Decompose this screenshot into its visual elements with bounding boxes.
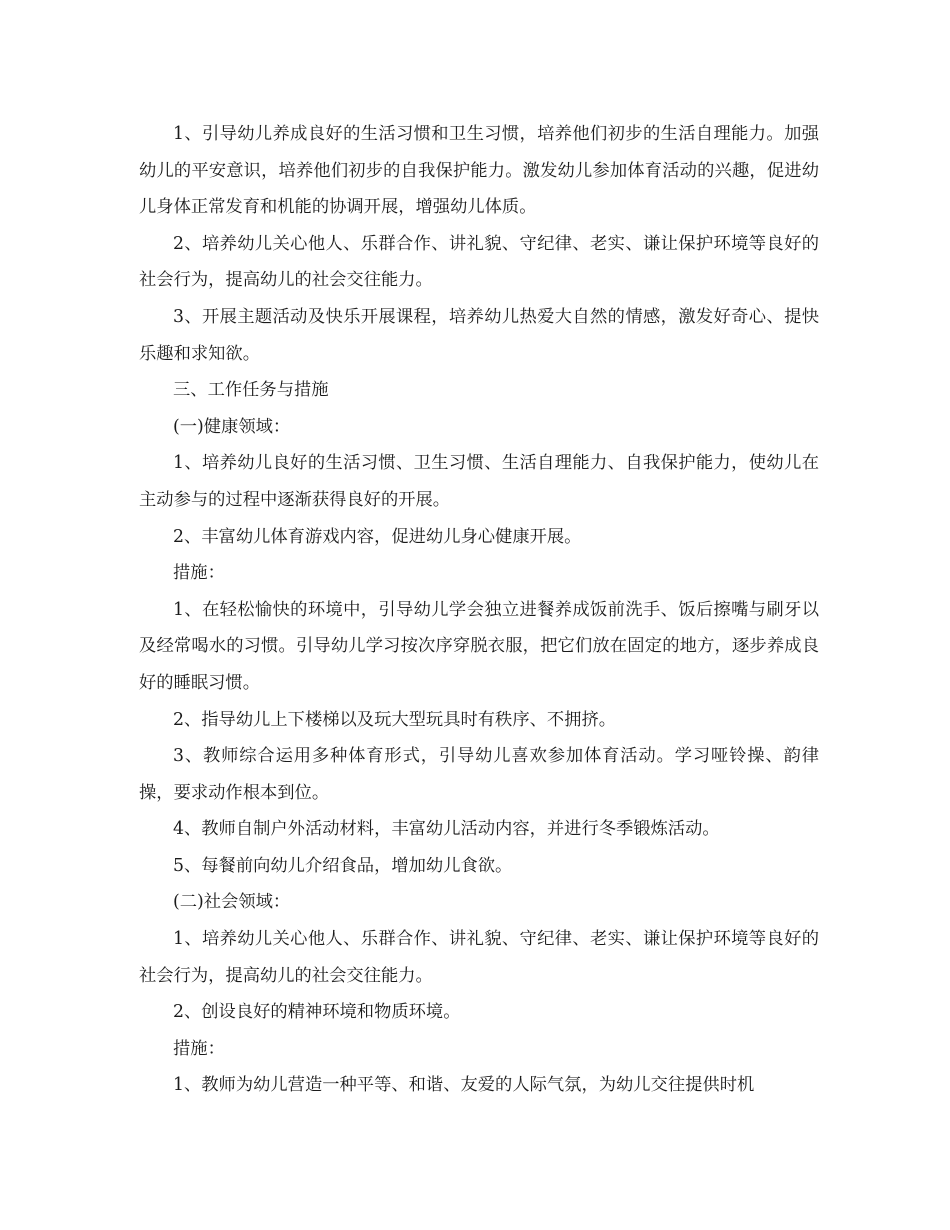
subsection-heading-health: (一)健康领域： [173, 416, 291, 437]
paragraph-goal-2: 2、培养幼儿关心他人、乐群合作、讲礼貌、守纪律、老实、谦让保护环境等良好的社会行为，提高幼儿的社会交往能力。 [139, 233, 819, 291]
paragraph-health-measure-1: 1、在轻松愉快的环境中，引导幼儿学会独立进餐养成饭前洗手、饭后擦嘴与刷牙以及经常喝水的习惯。引导幼儿学习按次序穿脱衣服，把它们放在固定的地方，逐步养成良好的睡眠习惯。 [139, 599, 819, 693]
paragraph-goal-3: 3、开展主题活动及快乐开展课程，培养幼儿热爱大自然的情感，激发好奇心、提快乐趣和求知欲。 [139, 306, 819, 364]
paragraph-social-2: 2、创设良好的精神环境和物质环境。 [173, 1002, 461, 1023]
paragraph-health-measure-4: 4、教师自制户外活动材料，丰富幼儿活动内容，并进行冬季锻炼活动。 [173, 819, 720, 840]
document-body [139, 116, 819, 1104]
paragraph-social-measure-1: 1、教师为幼儿营造一种平等、和谐、友爱的人际气氛，为幼儿交往提供时机 [173, 1075, 755, 1096]
paragraph-health-measure-5: 5、每餐前向幼儿介绍食品，增加幼儿食欲。 [173, 855, 513, 876]
paragraph-goal-1: 1、引导幼儿养成良好的生活习惯和卫生习惯，培养他们初步的生活自理能力。加强幼儿的平安意识，培养他们初步的自我保护能力。激发幼儿参加体育活动的兴趣，促进幼儿身体正常发育和机能的协调开展，增强幼儿体质。 [139, 124, 819, 218]
measures-heading-social: 措施： [173, 1038, 225, 1059]
paragraph-health-2: 2、丰富幼儿体育游戏内容，促进幼儿身心健康开展。 [173, 526, 582, 547]
measures-heading-health: 措施： [173, 563, 225, 584]
paragraph-health-measure-3: 3、教师综合运用多种体育形式，引导幼儿喜欢参加体育活动。学习哑铃操、韵律操，要求动作根本到位。 [139, 746, 819, 803]
section-heading-tasks: 三、工作任务与措施 [173, 380, 329, 401]
paragraph-social-1: 1、培养幼儿关心他人、乐群合作、讲礼貌、守纪律、老实、谦让保护环境等良好的社会行为，提高幼儿的社会交往能力。 [139, 929, 819, 986]
paragraph-health-1: 1、培养幼儿良好的生活习惯、卫生习惯、生活自理能力、自我保护能力，使幼儿在主动参与的过程中逐渐获得良好的开展。 [139, 453, 819, 510]
subsection-heading-social: (二)社会领域： [173, 892, 291, 913]
paragraph-health-measure-2: 2、指导幼儿上下楼梯以及玩大型玩具时有秩序、不拥挤。 [173, 709, 617, 730]
